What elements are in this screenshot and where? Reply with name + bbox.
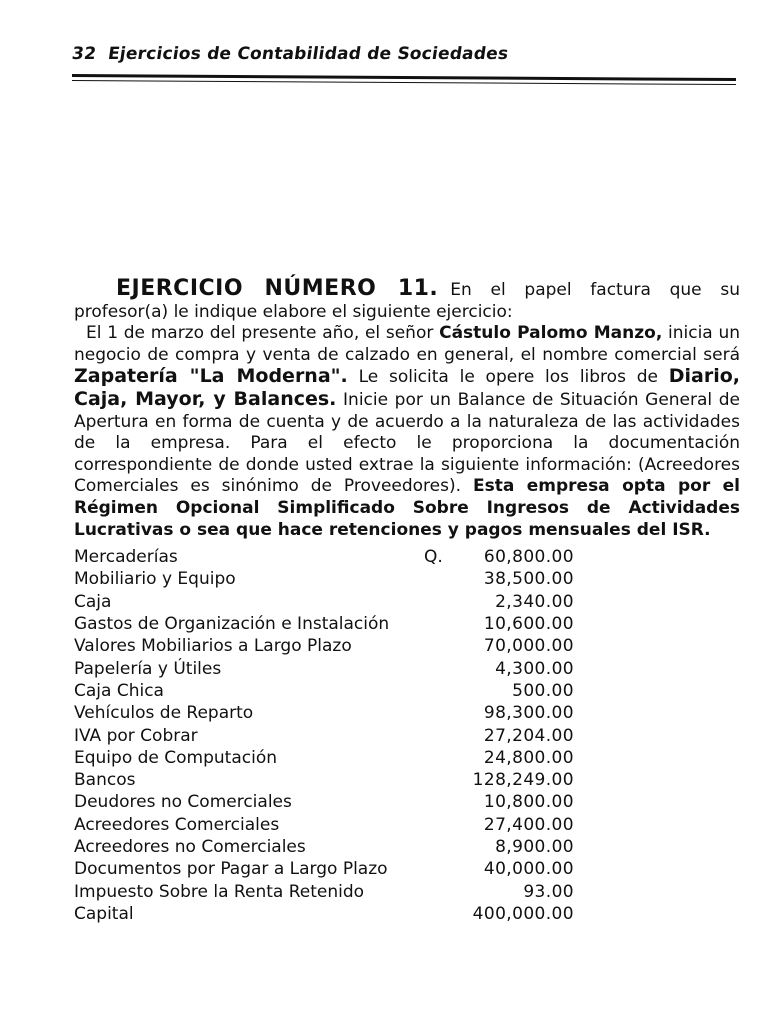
paragraph-text-b: inicia un negocio de compra y venta de calzado en general, el nombre comercial será — [74, 323, 740, 365]
exercise-title: EJERCICIO NÚMERO 11. — [116, 276, 439, 301]
exercise-body — [74, 278, 740, 926]
list-item: Impuesto Sobre la Renta Retenido 93.00 — [74, 881, 574, 902]
list-item: Deudores no Comerciales 10,800.00 — [74, 792, 574, 813]
list-item: Documentos por Pagar a Largo Plazo 40,000.00 — [74, 859, 574, 880]
header-rule-thin — [72, 80, 736, 85]
list-item: Mobiliario y Equipo 38,500.00 — [74, 569, 574, 590]
book-title: Ejercicios de Contabilidad de Sociedades — [106, 44, 510, 64]
paragraph-text-c: Le solicita le opere los libros de — [358, 367, 658, 388]
list-item: Valores Mobiliarios a Largo Plazo 70,000.00 — [74, 636, 574, 657]
list-item: Vehículos de Reparto 98,300.00 — [74, 703, 574, 724]
accounts-list — [74, 547, 574, 926]
list-item: Bancos 128,249.00 — [74, 770, 574, 791]
books-list: Diario, Caja, Mayor, y Balances. — [74, 365, 741, 410]
exercise-paragraph — [74, 323, 740, 541]
list-item: Caja 2,340.00 — [74, 591, 574, 612]
paragraph-text-a: El 1 de marzo del presente año, el señor — [86, 323, 434, 344]
regime-statement: Esta empresa opta por el Régimen Opcional Simplificado Sobre Ingresos de Actividades Lucrativas o sea que hace retenciones y pagos mensuales del ISR. — [74, 476, 741, 540]
person-name: Cástulo Palomo Manzo, — [439, 323, 663, 344]
list-item: Equipo de Computación 24,800.00 — [74, 747, 574, 768]
exercise-intro — [74, 278, 740, 323]
list-item: Papelería y Útiles 4,300.00 — [74, 658, 574, 679]
list-item: Mercaderías Q. 60,800.00 — [74, 547, 574, 568]
list-item: Acreedores Comerciales 27,400.00 — [74, 814, 574, 835]
business-name: Zapatería "La Moderna". — [74, 365, 348, 388]
list-item: Acreedores no Comerciales 8,900.00 — [74, 836, 574, 857]
currency-symbol: Q. — [424, 547, 443, 568]
list-item: Caja Chica 500.00 — [74, 680, 574, 701]
paragraph-text-d: Inicie por un Balance de Situación General de Apertura en forma de cuenta y de acuerdo a la naturaleza de las actividades de la empresa. Para el efecto le proporciona la documentación correspondiente de donde usted extrae la siguiente información: (Acreedores Comerciales es sinónimo de Proveedores). — [74, 389, 741, 497]
intro-text: En el papel factura que su profesor(a) le indique elabore el siguiente ejercicio: — [74, 280, 740, 322]
page-header — [72, 44, 740, 64]
page-number: 32 — [70, 44, 98, 64]
list-item: IVA por Cobrar 27,204.00 — [74, 725, 574, 746]
running-head — [71, 44, 742, 64]
list-item: Capital 400,000.00 — [74, 903, 574, 924]
list-item: Gastos de Organización e Instalación 10,600.00 — [74, 614, 574, 635]
